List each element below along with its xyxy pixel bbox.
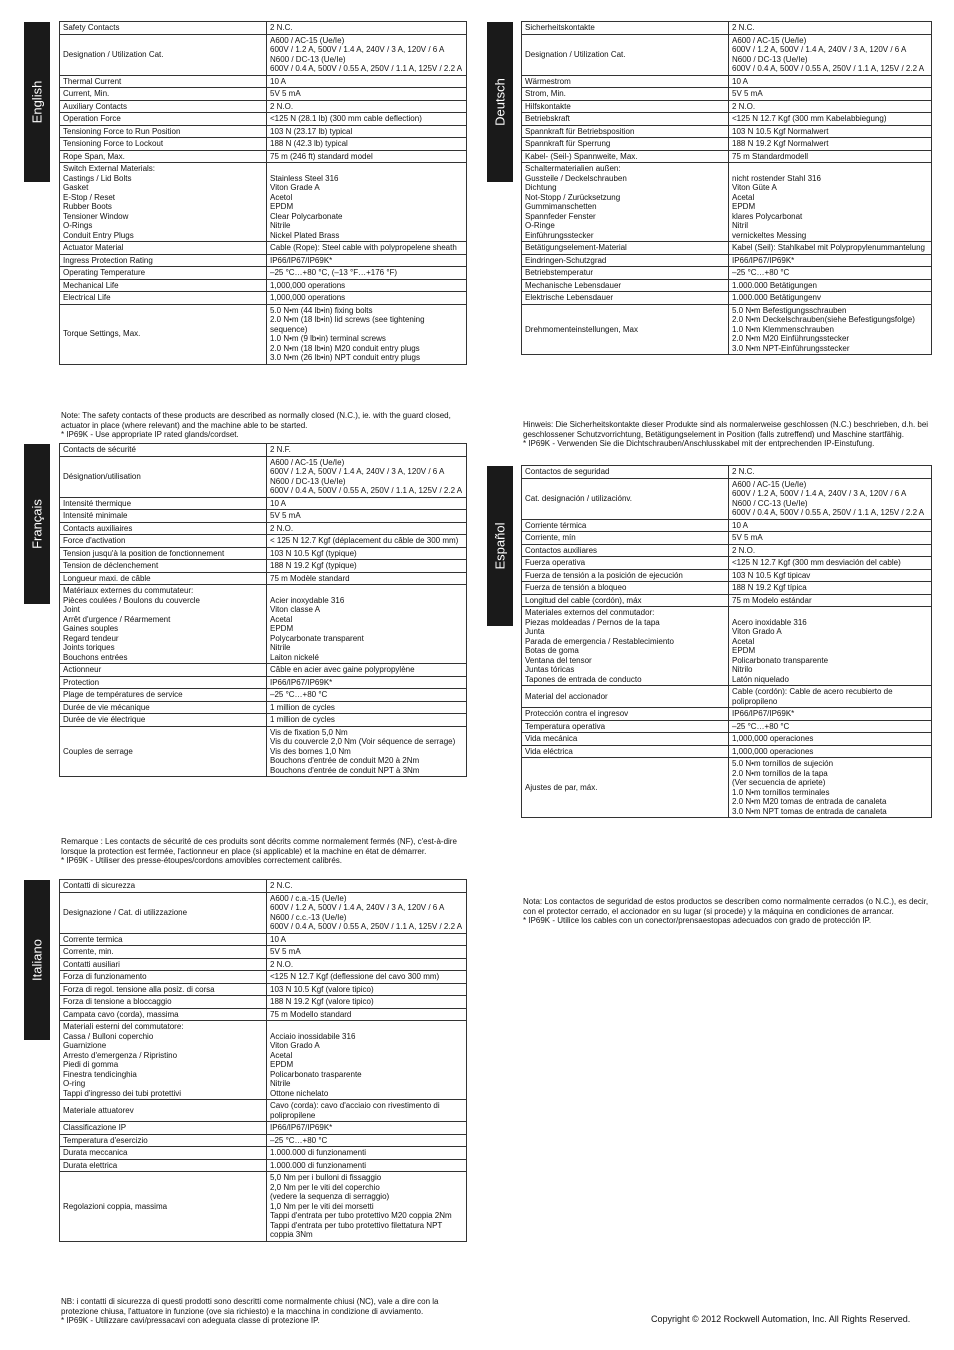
spec-label: Corriente, mín <box>522 532 729 545</box>
spec-label: Tension de déclenchement <box>60 560 267 573</box>
spec-row <box>60 585 467 664</box>
spec-label: Durata elettrica <box>60 1159 267 1172</box>
italiano-tab-label: Italiano <box>29 939 45 981</box>
spec-value: 1.000.000 Betätigungen <box>729 279 932 292</box>
spec-label: Material del accionador <box>522 686 729 708</box>
spec-label: Current, Min. <box>60 88 267 101</box>
spec-value: 5V 5 mA <box>729 88 932 101</box>
spec-row <box>60 22 467 35</box>
spec-row <box>522 557 932 570</box>
spec-value: 75 m (246 ft) standard model <box>267 150 467 163</box>
spec-label: Hilfskontakte <box>522 100 729 113</box>
spec-label: Torque Settings, Max. <box>60 304 267 364</box>
spec-row <box>522 267 932 280</box>
spec-label: Contatti di sicurezza <box>60 880 267 893</box>
spec-row <box>60 1147 467 1160</box>
spec-value: 103 N 10.5 Kgf (typique) <box>267 547 467 560</box>
spec-row <box>522 22 932 35</box>
spec-label: Longueur maxi. de câble <box>60 572 267 585</box>
spec-value: 1,000,000 operaciones <box>729 745 932 758</box>
spec-label: Elektrische Lebensdauer <box>522 292 729 305</box>
spec-row <box>60 689 467 702</box>
spec-row <box>60 456 467 497</box>
spec-row <box>60 701 467 714</box>
spec-value: Acciaio inossidabile 316 Viton Grado A Acetal EPDM Policarbonato trasparente Nitrile Ottone nichelato <box>267 1021 467 1100</box>
spec-value: –25 °C…+80 °C <box>267 689 467 702</box>
spec-row <box>522 100 932 113</box>
spec-label: Operating Temperature <box>60 267 267 280</box>
spec-value: 5,0 Nm per i bulloni di fissaggio 2,0 Nm per le viti del coperchio (vedere la sequenza di serraggio) 1,0 Nm per le viti dei morsetti Tappi d'entrata per tubo protettivo M20 coppia 2Nm Tappi d'entrata per tubo protettivo filettatura NPT coppia 3Nm <box>267 1172 467 1242</box>
spec-row <box>522 519 932 532</box>
spec-label: Sicherheitskontakte <box>522 22 729 35</box>
spec-row <box>60 113 467 126</box>
francais-spec-table <box>59 443 467 777</box>
spec-value: –25 °C…+80 °C <box>267 1134 467 1147</box>
spec-row <box>522 242 932 255</box>
spec-value: <125 N 12.7 Kgf (300 mm desviación del cable) <box>729 557 932 570</box>
spec-value: 5V 5 mA <box>267 510 467 523</box>
spec-value: 2 N.O. <box>729 100 932 113</box>
spec-row <box>522 478 932 519</box>
spec-value: 1,000,000 operations <box>267 279 467 292</box>
spec-value: 103 N 10.5 Kgf Normalwert <box>729 125 932 138</box>
spec-row <box>60 676 467 689</box>
spec-label: Rope Span, Max. <box>60 150 267 163</box>
spec-value: 2 N.C. <box>729 22 932 35</box>
spec-value: 75 m Modello standard <box>267 1008 467 1021</box>
spec-label: Switch External Materials: Castings / Lid Bolts Gasket E-Stop / Reset Rubber Boots Tensioner Window O-Rings Conduit Entry Plugs <box>60 163 267 242</box>
spec-row <box>522 569 932 582</box>
spec-row <box>522 733 932 746</box>
spec-value: 1.000.000 di funzionamenti <box>267 1147 467 1160</box>
english-tab-label: English <box>29 80 45 124</box>
spec-row <box>60 304 467 364</box>
spec-value: –25 °C…+80 °C, (–13 °F…+176 °F) <box>267 267 467 280</box>
spec-value: IP66/IP67/IP69K* <box>729 708 932 721</box>
spec-label: Forza di regol. tensione alla posiz. di corsa <box>60 983 267 996</box>
spec-value: < 125 N 12.7 Kgf (déplacement du câble de 300 mm) <box>267 535 467 548</box>
spec-row <box>60 946 467 959</box>
spec-row <box>60 958 467 971</box>
spec-label: Materiali esterni del commutatore: Cassa / Bulloni coperchio Guarnizione Arresto d'emergenza / Ripristino Piedi di gomma Finestra tendicinghia O-ring Tappi d'ingresso dei tubi protettivi <box>60 1021 267 1100</box>
spec-label: Operation Force <box>60 113 267 126</box>
spec-label: Eindringen-Schutzgrad <box>522 254 729 267</box>
spec-row <box>60 254 467 267</box>
spec-label: Protection <box>60 676 267 689</box>
spec-row <box>60 138 467 151</box>
italiano-spec-table <box>59 879 467 1242</box>
spec-label: Tension jusqu'à la position de fonctionnement <box>60 547 267 560</box>
spec-label: Durée de vie mécanique <box>60 701 267 714</box>
spec-label: Force d'activation <box>60 535 267 548</box>
spec-label: Longitud del cable (cordón), máx <box>522 594 729 607</box>
francais-note: Remarque : Les contacts de sécurité de ces produits sont décrits comme normalement fermés (NF), c'est-à-dire lorsque la protection est fermée, l'actionneur en place (si applicable) et la machine en état de démarrer. * IP69K - Utiliser des presse-étoupes/cordons amovibles correctement calibrés. <box>61 837 457 865</box>
spec-value: 2 N.C. <box>729 466 932 479</box>
spec-label: Wärmestrom <box>522 75 729 88</box>
spec-label: Couples de serrage <box>60 726 267 777</box>
spec-row <box>522 745 932 758</box>
spec-value: –25 °C…+80 °C <box>729 267 932 280</box>
spec-label: Temperatura operativa <box>522 720 729 733</box>
spec-value: Acero inoxidable 316 Viton Grado A Acetal EPDM Policarbonato transparente Nitrilo Latón niquelado <box>729 607 932 686</box>
spec-label: Corriente térmica <box>522 519 729 532</box>
spec-row <box>60 535 467 548</box>
spec-row <box>60 1021 467 1100</box>
spec-row <box>60 983 467 996</box>
spec-value: IP66/IP67/IP69K* <box>267 1122 467 1135</box>
spec-value: <125 N (28.1 lb) (300 mm cable deflection) <box>267 113 467 126</box>
spec-label: Durata meccanica <box>60 1147 267 1160</box>
spec-value: 5V 5 mA <box>267 88 467 101</box>
spec-value: Kabel (Seil): Stahlkabel mit Polypropylenummantelung <box>729 242 932 255</box>
spec-row <box>60 75 467 88</box>
spec-row <box>522 532 932 545</box>
copyright-text: Copyright © 2012 Rockwell Automation, Inc. All Rights Reserved. <box>651 1314 911 1324</box>
espanol-tab-label: Español <box>492 522 508 570</box>
spec-label: Ajustes de par, máx. <box>522 758 729 818</box>
spec-label: Contactos auxiliares <box>522 544 729 557</box>
italiano-tab <box>24 880 50 1040</box>
spec-row <box>60 497 467 510</box>
spec-label: Materiale attuatorev <box>60 1100 267 1122</box>
spec-value: 188 N 19.2 Kgf (valore tipico) <box>267 996 467 1009</box>
spec-row <box>60 560 467 573</box>
spec-value: 2 N.O. <box>267 958 467 971</box>
spec-value: 1.000.000 di funzionamenti <box>267 1159 467 1172</box>
spec-row <box>522 163 932 242</box>
spec-row <box>60 88 467 101</box>
spec-label: Mechanische Lebensdauer <box>522 279 729 292</box>
spec-value: A600 / AC-15 (Ue/Ie) 600V / 1.2 A, 500V / 1.4 A, 240V / 3 A, 120V / 6 A N600 / DC-13 (Ue/Ie) 600V / 0.4 A, 500V / 0.55 A, 250V / 1.1 A, 125V / 2.2 A <box>267 456 467 497</box>
spec-value: 1,000,000 operaciones <box>729 733 932 746</box>
spec-row <box>60 1134 467 1147</box>
spec-value: 5.0 N•m tornillos de sujeción 2.0 N•m tornillos de la tapa (Ver secuencia de apriete) 1.0 N•m tornillos terminales 2.0 N•m M20 tomas de entrada de canaleta 3.0 N•m NPT tomas de entrada de canaleta <box>729 758 932 818</box>
spec-value: A600 / AC-15 (Ue/Ie) 600V / 1.2 A, 500V / 1.4 A, 240V / 3 A, 120V / 6 A N600 / DC-13 (Ue/Ie) 600V / 0.4 A, 500V / 0.55 A, 250V / 1.1 A, 125V / 2.2 A <box>267 34 467 75</box>
spec-value: Cable (cordón): Cable de acero recubierto de polipropileno <box>729 686 932 708</box>
spec-value: <125 N 12.7 Kgf (deflessione del cavo 300 mm) <box>267 971 467 984</box>
spec-row <box>522 88 932 101</box>
spec-label: Spannkraft für Betriebsposition <box>522 125 729 138</box>
spec-value: 2 N.C. <box>267 22 467 35</box>
spec-value: IP66/IP67/IP69K* <box>267 254 467 267</box>
francais-tab <box>24 444 50 604</box>
spec-row <box>522 607 932 686</box>
spec-label: Actuator Material <box>60 242 267 255</box>
spec-row <box>60 892 467 933</box>
spec-label: Drehmomenteinstellungen, Max <box>522 304 729 355</box>
spec-value: Stainless Steel 316 Viton Grade A Acetol EPDM Clear Polycarbonate Nitrile Nickel Plated Brass <box>267 163 467 242</box>
spec-row <box>522 758 932 818</box>
spec-value: 1 million de cycles <box>267 714 467 727</box>
spec-value: Cavo (corda): cavo d'acciaio con rivestimento di polipropilene <box>267 1100 467 1122</box>
spec-row <box>60 444 467 457</box>
spec-label: Contactos de seguridad <box>522 466 729 479</box>
espanol-tab <box>487 466 513 626</box>
spec-label: Contacts de sécurité <box>60 444 267 457</box>
spec-label: Protección contra el ingresov <box>522 708 729 721</box>
spec-value: 5V 5 mA <box>267 946 467 959</box>
spec-value: 10 A <box>267 497 467 510</box>
spec-row <box>522 686 932 708</box>
spec-row <box>60 572 467 585</box>
spec-row <box>60 714 467 727</box>
spec-label: Contacts auxiliaires <box>60 522 267 535</box>
spec-label: Actionneur <box>60 664 267 677</box>
spec-value: IP66/IP67/IP69K* <box>267 676 467 689</box>
spec-value: –25 °C…+80 °C <box>729 720 932 733</box>
spec-value: 75 m Modèle standard <box>267 572 467 585</box>
spec-row <box>522 594 932 607</box>
spec-value: Câble en acier avec gaine polypropylène <box>267 664 467 677</box>
spec-label: Electrical Life <box>60 292 267 305</box>
spec-row <box>60 880 467 893</box>
spec-row <box>522 254 932 267</box>
spec-label: Spannkraft für Sperrung <box>522 138 729 151</box>
spec-row <box>522 279 932 292</box>
spec-value: 103 N 10.5 Kgf (valore tipico) <box>267 983 467 996</box>
spec-row <box>522 304 932 355</box>
spec-value: A600 / AC-15 (Ue/Ie) 600V / 1.2 A, 500V / 1.4 A, 240V / 3 A, 120V / 6 A N600 / CC-13 (Ue/Ie) 600V / 0.4 A, 500V / 0.55 A, 250V / 1.1 A, 125V / 2.2 A <box>729 478 932 519</box>
spec-value: 5.0 N•m (44 lb•in) fixing bolts 2.0 N•m (18 lb•in) lid screws (see tightening sequence) 1.0 N•m (9 lb•in) terminal screws 2.0 N•m (18 lb•in) M20 conduit entry plugs 3.0 N•m (26 lb•in) NPT conduit entry plugs <box>267 304 467 364</box>
spec-label: Vida eléctrica <box>522 745 729 758</box>
spec-label: Vida mecánica <box>522 733 729 746</box>
spec-label: Fuerza de tensión a la posición de ejecución <box>522 569 729 582</box>
spec-value: 75 m Standardmodell <box>729 150 932 163</box>
spec-row <box>60 150 467 163</box>
spec-value: 1 million de cycles <box>267 701 467 714</box>
spec-row <box>60 125 467 138</box>
spec-row <box>60 1008 467 1021</box>
spec-label: Corrente termica <box>60 933 267 946</box>
spec-row <box>60 267 467 280</box>
spec-label: Fuerza operativa <box>522 557 729 570</box>
spec-value: 103 N 10.5 Kgf tipicav <box>729 569 932 582</box>
spec-row <box>522 75 932 88</box>
spec-label: Campata cavo (corda), massima <box>60 1008 267 1021</box>
spec-row <box>60 522 467 535</box>
spec-row <box>60 279 467 292</box>
spec-row <box>60 547 467 560</box>
spec-value: 188 N 19.2 Kgf típica <box>729 582 932 595</box>
spec-label: Cat. designación / utilizaciónv. <box>522 478 729 519</box>
spec-label: Mechanical Life <box>60 279 267 292</box>
spec-label: Designation / Utilization Cat. <box>522 34 729 75</box>
spec-value: 10 A <box>267 75 467 88</box>
spec-row <box>60 971 467 984</box>
spec-label: Betriebstemperatur <box>522 267 729 280</box>
spec-value: 188 N (42.3 lb) typical <box>267 138 467 151</box>
spec-value: 188 N 19.2 Kgf (typique) <box>267 560 467 573</box>
spec-label: Contatti ausiliari <box>60 958 267 971</box>
spec-value: A600 / c.a.-15 (Ue/Ie) 600V / 1.2 A, 500V / 1.4 A, 240V / 3 A, 120V / 6 A N600 / c.c.-13 (Ue/Ie) 600V / 0.4 A, 500V / 0.55 A, 250V / 1.1 A, 125V / 2.2 A <box>267 892 467 933</box>
spec-row <box>522 708 932 721</box>
spec-row <box>60 100 467 113</box>
spec-value: 10 A <box>729 75 932 88</box>
spec-row <box>60 510 467 523</box>
spec-value: 10 A <box>729 519 932 532</box>
spec-value: 1.000.000 Betätigungenv <box>729 292 932 305</box>
spec-value: A600 / AC-15 (Ue/Ie) 600V / 1.2 A, 500V / 1.4 A, 240V / 3 A, 120V / 6 A N600 / DC-13 (Ue/Ie) 600V / 0.4 A, 500V / 0.55 A, 250V / 1.1 A, 125V / 2.2 A <box>729 34 932 75</box>
spec-row <box>60 996 467 1009</box>
spec-row <box>522 582 932 595</box>
english-tab <box>24 22 50 182</box>
spec-row <box>522 34 932 75</box>
spec-label: Betriebskraft <box>522 113 729 126</box>
espanol-note: Nota: Los contactos de seguridad de estos productos se describen como normalmente cerrados (o N.C.), es decir, con el protector cerrado, el accionador en su lugar (si procede) y la máquina en condiciones de arrancar. * IP69K - Utilice los cables con un conector/prensaestopas adecuados con grado de protección IP. <box>523 897 929 925</box>
deutsch-spec-table <box>521 21 932 355</box>
spec-label: Auxiliary Contacts <box>60 100 267 113</box>
spec-row <box>60 726 467 777</box>
spec-value: 2 N.O. <box>267 100 467 113</box>
spec-row <box>60 1159 467 1172</box>
spec-label: Durée de vie électrique <box>60 714 267 727</box>
spec-label: Désignation/utilisation <box>60 456 267 497</box>
spec-row <box>60 34 467 75</box>
spec-value: 5.0 N•m Befestigungsschrauben 2.0 N•m Deckelschrauben(siehe Befestigungsfolge) 1.0 N•m Klemmenschrauben 2.0 N•m M20 Einführungsstecker 3.0 N•m NPT-Einführungsstecker <box>729 304 932 355</box>
spec-row <box>522 138 932 151</box>
spec-row <box>60 1100 467 1122</box>
spec-label: Betätigungselement-Material <box>522 242 729 255</box>
spec-label: Tensioning Force to Run Position <box>60 125 267 138</box>
spec-label: Matériaux externes du commutateur: Pièces coulées / Boulons du couvercle Joint Arrêt d'urgence / Réarmement Gaines souples Regard tendeur Joints toriques Bouchons entrées <box>60 585 267 664</box>
spec-label: Designation / Utilization Cat. <box>60 34 267 75</box>
spec-label: Regolazioni coppia, massima <box>60 1172 267 1242</box>
spec-label: Fuerza de tensión a bloqueo <box>522 582 729 595</box>
deutsch-tab <box>487 22 513 182</box>
spec-value: 2 N.O. <box>267 522 467 535</box>
spec-label: Temperatura d'esercizio <box>60 1134 267 1147</box>
english-note: Note: The safety contacts of these products are described as normally closed (N.C.), ie. with the guard closed, actuator in place (where relevant) and the machine able to be started. * IP69K - Use appropriate IP rated glands/cordset. <box>61 411 451 439</box>
spec-value: 2 N.C. <box>267 880 467 893</box>
spec-row <box>522 113 932 126</box>
spec-row <box>522 125 932 138</box>
spec-value: IP66/IP67/IP69K* <box>729 254 932 267</box>
spec-row <box>60 242 467 255</box>
spec-row <box>60 664 467 677</box>
spec-row <box>60 933 467 946</box>
english-spec-table <box>59 21 467 365</box>
spec-label: Plage de températures de service <box>60 689 267 702</box>
spec-value: 5V 5 mA <box>729 532 932 545</box>
spec-value: 75 m Modelo estándar <box>729 594 932 607</box>
spec-row <box>60 1172 467 1242</box>
spec-value: 10 A <box>267 933 467 946</box>
spec-value: Acier inoxydable 316 Viton classe A Acetal EPDM Polycarbonate transparent Nitrile Laiton nickelé <box>267 585 467 664</box>
italiano-note: NB: i contatti di sicurezza di questi prodotti sono descritti come normalmente chiusi (NC), vale a dire con la protezione chiusa, l'attuatore in funzione (ove sia richiesto) e la macchina in condizione di avviamento. * IP69K - Utilizzare cavi/pressacavi con adeguata classe di protezione IP. <box>61 1297 439 1325</box>
spec-label: Thermal Current <box>60 75 267 88</box>
spec-label: Strom, Min. <box>522 88 729 101</box>
deutsch-tab-label: Deutsch <box>492 78 508 126</box>
spec-label: Forza di tensione a bloccaggio <box>60 996 267 1009</box>
spec-label: Tensioning Force to Lockout <box>60 138 267 151</box>
spec-label: Corrente, min. <box>60 946 267 959</box>
spec-row <box>60 292 467 305</box>
spec-label: Kabel- (Seil-) Spannweite, Max. <box>522 150 729 163</box>
spec-label: Classificazione IP <box>60 1122 267 1135</box>
spec-label: Intensité thermique <box>60 497 267 510</box>
spec-value: 2 N.O. <box>729 544 932 557</box>
spec-value: 1,000,000 operations <box>267 292 467 305</box>
spec-label: Forza di funzionamento <box>60 971 267 984</box>
spec-label: Ingress Protection Rating <box>60 254 267 267</box>
spec-row <box>522 720 932 733</box>
spec-label: Materiales externos del conmutador: Piezas moldeadas / Pernos de la tapa Junta Parada de emergencia / Restablecimiento Botas de goma Ventana del tensor Juntas tóricas Tapones de entrada de conducto <box>522 607 729 686</box>
spec-label: Designazione / Cat. di utilizzazione <box>60 892 267 933</box>
spec-value: Vis de fixation 5,0 Nm Vis du couvercle 2,0 Nm (Voir séquence de serrage) Vis des bornes 1,0 Nm Bouchons d'entrée de conduit M20 à 2Nm Bouchons d'entrée de conduit NPT à 3Nm <box>267 726 467 777</box>
spec-row <box>522 150 932 163</box>
spec-label: Intensité minimale <box>60 510 267 523</box>
spec-row <box>522 292 932 305</box>
spec-value: <125 N 12.7 Kgf (300 mm Kabelabbiegung) <box>729 113 932 126</box>
spec-row <box>522 466 932 479</box>
spec-value: Cable (Rope): Steel cable with polypropelene sheath <box>267 242 467 255</box>
francais-tab-label: Français <box>29 499 45 549</box>
espanol-spec-table <box>521 465 932 818</box>
spec-row <box>522 544 932 557</box>
spec-row <box>60 163 467 242</box>
spec-label: Schaltermaterialien außen: Gussteile / Deckelschrauben Dichtung Not-Stopp / Zurücksetzung Gummimanschetten Spannfeder Fenster O-Ringe Einführungsstecker <box>522 163 729 242</box>
spec-value: 188 N 19.2 Kgf Normalwert <box>729 138 932 151</box>
deutsch-note: Hinweis: Die Sicherheitskontakte dieser Produkte sind als normalerweise geschlossen (N.C.) beschrieben, d.h. bei geschlossener Schutzvorrichtung, Betätigungselement in Position (falls zutreffend) und Maschine startfähig. * IP69K - Verwenden Sie die Dichtschrauben/Anschlusskabel mit der entprechenden IP-Einstufung. <box>523 420 929 448</box>
spec-value: 103 N (23.17 lb) typical <box>267 125 467 138</box>
spec-row <box>60 1122 467 1135</box>
spec-value: nicht rostender Stahl 316 Viton Güte A Acetal EPDM klares Polycarbonat Nitril vernickeltes Messing <box>729 163 932 242</box>
spec-label: Safety Contacts <box>60 22 267 35</box>
spec-value: 2 N.F. <box>267 444 467 457</box>
